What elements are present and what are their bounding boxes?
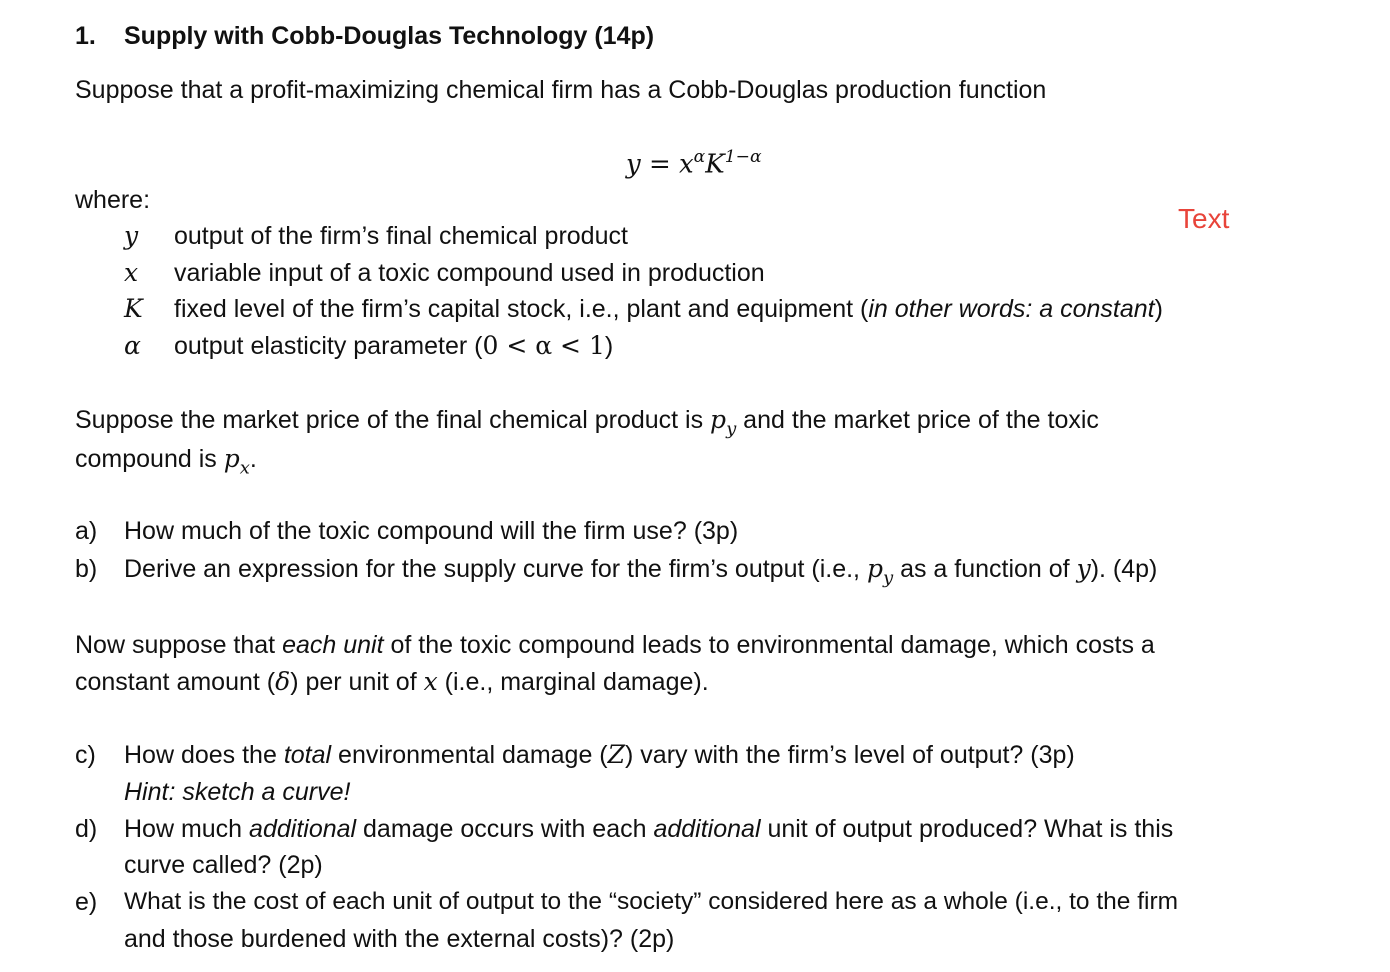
question-c-hint: Hint: sketch a curve!	[124, 778, 351, 806]
question-c-part3: ) vary with the firm’s level of output? (3p)	[625, 741, 1075, 769]
question-e-line2: and those burdened with the external costs)? (2p)	[124, 925, 675, 953]
env-emphasis: each unit	[282, 631, 384, 659]
price-px	[223, 444, 250, 479]
definition-text-k	[174, 295, 1163, 324]
price-py-letter: p	[710, 405, 727, 434]
question-b-text	[124, 555, 1157, 589]
definition-text-alpha	[174, 332, 613, 361]
definition-k-tail: )	[1154, 295, 1163, 323]
price-py-subscript: y	[726, 418, 737, 440]
price-py	[710, 405, 737, 440]
env-paragraph-line2	[75, 668, 709, 697]
question-b-part1: Derive an expression for the supply curve for the firm’s output (i.e.,	[124, 555, 867, 583]
price-px-subscript: x	[239, 457, 250, 479]
env-paragraph-line1	[75, 631, 1155, 660]
definition-symbol-y: y	[124, 221, 139, 250]
env-text-2: of the toxic compound leads to environmental damage, which costs a	[383, 631, 1155, 659]
question-d-text	[124, 815, 1173, 844]
production-function	[626, 148, 762, 180]
question-d-part1: How much	[124, 815, 250, 843]
question-b-price-subscript: y	[882, 567, 894, 589]
market-paragraph-line2	[75, 445, 257, 479]
question-e-label: e)	[75, 888, 98, 916]
question-c-label: c)	[75, 741, 96, 769]
question-b-label: b)	[75, 555, 98, 583]
market-text-2: and the market price of the toxic	[736, 406, 1099, 434]
question-a-label: a)	[75, 517, 98, 545]
env-text-5: (i.e., marginal damage).	[437, 668, 709, 696]
env-text-3: constant amount (	[75, 668, 276, 696]
definition-text-y: output of the firm’s final chemical product	[174, 222, 628, 250]
market-text-3: compound is	[75, 445, 224, 473]
definition-symbol-alpha: α	[124, 331, 141, 360]
where-label: where:	[75, 186, 151, 214]
text-annotation: Text	[1178, 203, 1230, 234]
question-d-part3: unit of output produced? What is this	[760, 815, 1174, 843]
definition-alpha-tail: )	[604, 332, 614, 360]
question-b-part2: as a function of	[893, 555, 1077, 583]
question-c-text	[124, 741, 1075, 770]
question-d-emphasis-2: additional	[653, 815, 761, 843]
definition-alpha-range: 0 < α < 1	[482, 331, 605, 360]
env-x: x	[423, 667, 438, 696]
question-c-part2: environmental damage (	[331, 741, 608, 769]
intro-paragraph: Suppose that a profit-maximizing chemical firm has a Cobb-Douglas production function	[75, 76, 1047, 104]
definition-k-emphasis: in other words: a constant	[868, 295, 1155, 323]
definition-symbol-k: K	[124, 294, 143, 323]
env-delta: δ	[275, 667, 291, 696]
question-c-emphasis: total	[283, 741, 332, 769]
question-a-text: How much of the toxic compound will the firm use? (3p)	[124, 517, 739, 545]
question-c-z: Z	[607, 740, 626, 769]
question-e-line1: What is the cost of each unit of output to the “society” considered here as a whole (i.e., to the firm	[124, 888, 1179, 915]
question-c-part1: How does the	[124, 741, 284, 769]
question-d-line2: curve called? (2p)	[124, 851, 323, 879]
env-text-1: Now suppose that	[75, 631, 283, 659]
equation-capital: K	[705, 149, 725, 180]
section-number: 1.	[75, 22, 96, 50]
definition-k-main: fixed level of the firm’s capital stock, i.e., plant and equipment (	[174, 295, 869, 323]
definition-symbol-x: x	[124, 258, 139, 287]
equation-lhs: y = x	[626, 149, 694, 180]
env-text-4: ) per unit of	[290, 668, 424, 696]
question-b-y: y	[1076, 554, 1091, 583]
definition-alpha-main: output elasticity parameter (	[174, 332, 483, 360]
question-b-price	[866, 554, 894, 589]
equation-exp-alpha: α	[693, 147, 706, 167]
question-b-price-letter: p	[866, 554, 883, 583]
question-d-label: d)	[75, 815, 98, 843]
price-px-letter: p	[223, 444, 240, 473]
question-d-part2: damage occurs with each	[356, 815, 654, 843]
market-paragraph-line1	[75, 406, 1099, 440]
equation-exp-one-minus-alpha: 1−α	[724, 147, 762, 167]
section-title: Supply with Cobb-Douglas Technology (14p)	[124, 22, 655, 50]
market-text-4: .	[249, 445, 257, 473]
definition-text-x: variable input of a toxic compound used in production	[174, 259, 765, 287]
question-b-part3: ). (4p)	[1090, 555, 1158, 583]
question-d-emphasis-1: additional	[249, 815, 357, 843]
market-text-1: Suppose the market price of the final chemical product is	[75, 406, 711, 434]
